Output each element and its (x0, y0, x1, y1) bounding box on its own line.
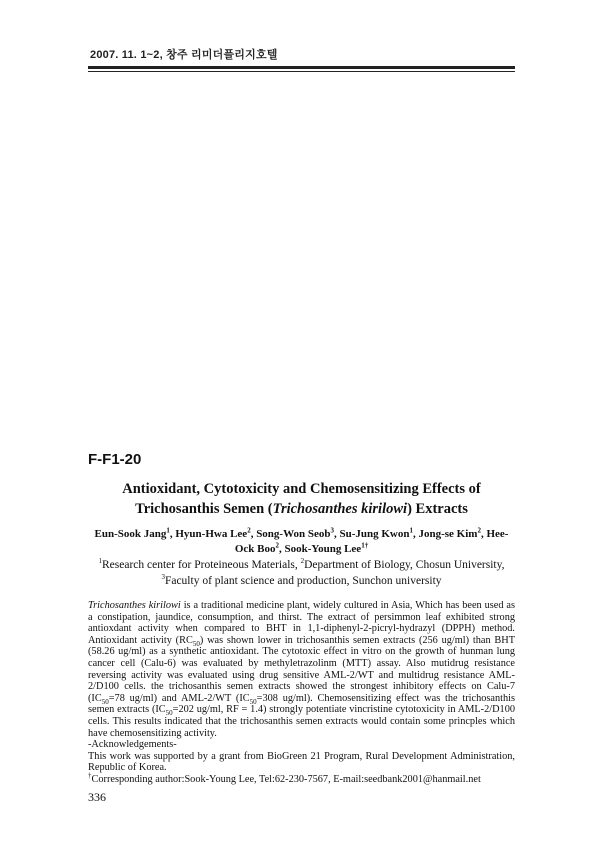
author: Sook-Young Lee$^{1\dagger}$ (284, 541, 369, 555)
conference-header: 2007. 11. 1~2, 창주 리미더플리지호텔 (90, 49, 278, 61)
title-line-2-post: ) Extracts (407, 501, 468, 517)
author: Song-Won Seob$^3$ (256, 526, 334, 540)
paper-title (88, 479, 515, 519)
abstract (88, 600, 515, 786)
author-list: Eun-Sook Jang$^1$, Hyun-Hwa Lee$^2$, Song-Won Seob$^3$, Su-Jung Kwon$^1$, Jong-se Kim$^2$, Hee-Ock Boo$^2$, Sook-Young Lee$^{1\dagger}$ (94, 526, 509, 555)
author: Eun-Sook Jang$^1$ (94, 526, 170, 540)
author: Hee-Ock Boo$^2$ (234, 528, 509, 555)
acknowledgements-text: This work was supported by a grant from BioGreen 21 Program, Rural Development Administration, Republic of Korea. (88, 750, 515, 774)
author: Jong-se Kim$^2$ (418, 526, 481, 540)
title-species: Trichosanthes kirilowi (272, 501, 408, 517)
corresponding-footnote: †Corresponding author:Sook-Young Lee, Tel:62-230-7567, E-mail:seedbank2001@hanmail.net (88, 771, 481, 785)
affiliation-line-1: $^1$Research center for Proteineous Materials, $^2$Department of Biology, Chosun University, (98, 557, 505, 571)
header-rule-thin (88, 71, 515, 72)
abstract-species: Trichosanthes kirilowi (88, 600, 181, 611)
affiliation-line-2: $^3$Faculty of plant science and production, Sunchon university (161, 573, 442, 587)
title-line-2 (88, 499, 515, 519)
page-number: 336 (88, 790, 106, 804)
author: Hyun-Hwa Lee$^2$ (175, 526, 251, 540)
title-line-2-pre: Trichosanthis Semen ( (135, 501, 273, 517)
acknowledgements-heading: -Acknowledgements- (88, 739, 177, 751)
abstract-body: Trichosanthes kirilowi is a traditional medicine plant, widely cultured in Asia, Which has been used as a constipation, jaundice, consumption, and thirst. The extract of persimmon leaf exhibited strong antioxdant activity when compared to BHT in 1,1-diphenyl-2-picryl-hydrazyl (DPPH) method. Antioxidant activity $(RC_{50})$ was shown lower in trichosanthis semen extracts (256 ug/ml) than BHT (58.26 ug/ml) as a synthetic antioxidant. The cytotoxic effect in vitro on the growth of hunman lung cancer cell (Calu-6) was evaluated by methyletrazolinm (MTT) assay. Also mutidrug resistance reversing activity was evaluated using drug sensitive AML-2/WT and multidrug resistance AML-2/D100 cells. the trichosanthis semen extracts showed the strongest inhibitory effects on Calu-7 ($IC_{50}=78$ ug/ml) and AML-2/WT ($IC_{50}=308$ ug/ml). Chemosensitizing effect was the trichosanthis semen extracts ($IC_{50}=202$ ug/ml, RF = 1.4) strongly potentiate vincristine cytotoxicity in AML-2/D100 cells. This results indicated that the trichosanthis semen extracts would contain some princples which have chemosensitizing activity. (88, 600, 515, 739)
author: Su-Jung Kwon$^1$ (339, 526, 413, 540)
paper-code: F-F1-20 (88, 451, 142, 468)
affiliations (88, 557, 515, 589)
header-rule-thick (88, 66, 515, 69)
title-line-1: Antioxidant, Cytotoxicity and Chemosensitizing Effects of (122, 481, 481, 497)
